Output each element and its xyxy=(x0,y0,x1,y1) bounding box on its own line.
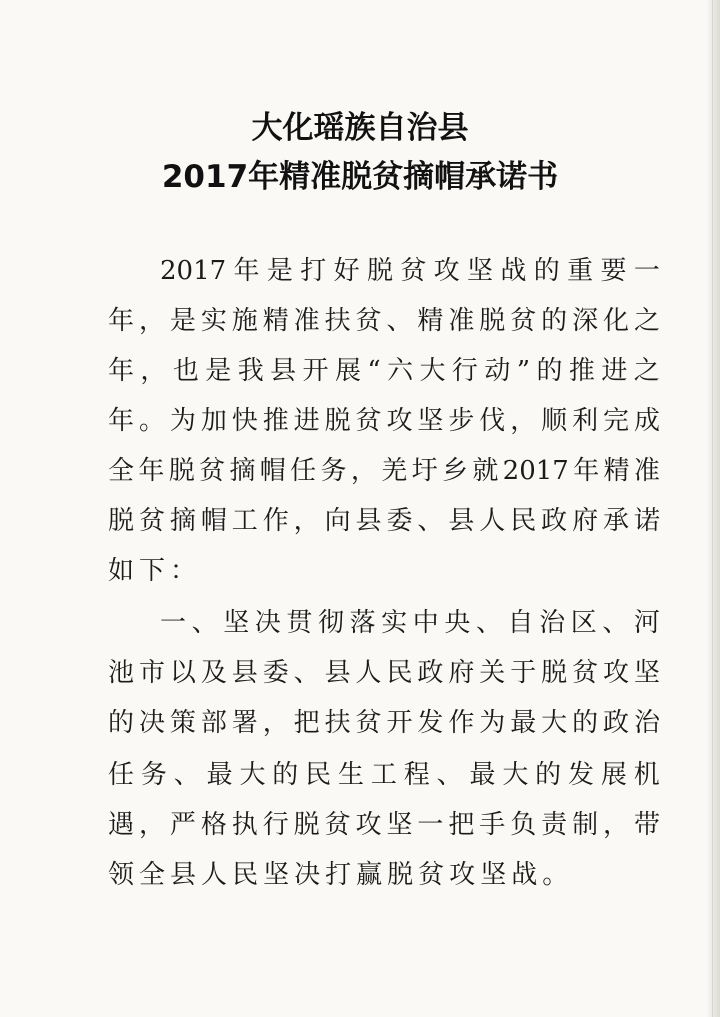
glyph: 河 xyxy=(633,608,660,638)
glyph: 坚 xyxy=(386,810,413,840)
glyph: 快 xyxy=(231,406,258,436)
glyph: 的 xyxy=(541,306,568,336)
glyph: ， xyxy=(603,810,630,840)
glyph: 的 xyxy=(536,356,563,386)
glyph: ， xyxy=(350,456,377,486)
glyph: 委 xyxy=(262,658,289,688)
body-line-3 xyxy=(108,349,660,393)
glyph: 年 xyxy=(108,406,135,436)
glyph: 攻 xyxy=(386,406,413,436)
glyph: 务 xyxy=(320,456,347,486)
glyph: 发 xyxy=(568,760,595,790)
glyph: 贫 xyxy=(572,658,599,688)
glyph: 伐 xyxy=(479,406,506,436)
glyph: 坚 xyxy=(417,406,444,436)
glyph: 作 xyxy=(448,708,475,738)
glyph: 治 xyxy=(539,608,566,638)
glyph: 策 xyxy=(169,708,196,738)
glyph: 战 xyxy=(511,860,543,890)
glyph: 利 xyxy=(572,406,599,436)
glyph: 县 xyxy=(448,506,475,536)
glyph: 为 xyxy=(479,708,506,738)
glyph: 区 xyxy=(570,608,597,638)
glyph: 以 xyxy=(169,658,196,688)
glyph: 好 xyxy=(333,256,360,286)
glyph: 最 xyxy=(469,760,496,790)
glyph: 开 xyxy=(302,356,329,386)
glyph: 民 xyxy=(232,860,264,890)
glyph: 大 xyxy=(239,760,266,790)
glyph: 的 xyxy=(535,760,562,790)
glyph: 年 xyxy=(108,306,135,336)
glyph: 的 xyxy=(108,708,135,738)
glyph: 帽 xyxy=(259,456,286,486)
glyph: 进 xyxy=(601,356,628,386)
glyph: 决 xyxy=(294,860,326,890)
glyph: 工 xyxy=(370,760,397,790)
glyph: 年 xyxy=(573,456,600,486)
glyph: 开 xyxy=(386,708,413,738)
glyph: 实 xyxy=(200,306,227,336)
glyph: 是 xyxy=(266,256,293,286)
glyph: 部 xyxy=(200,708,227,738)
glyph: 县 xyxy=(324,658,351,688)
glyph: 步 xyxy=(448,406,475,436)
glyph: 大 xyxy=(419,356,446,386)
glyph: 加 xyxy=(200,406,227,436)
glyph: 实 xyxy=(381,608,408,638)
glyph: 战 xyxy=(500,256,527,286)
glyph: 县 xyxy=(355,506,382,536)
glyph: 完 xyxy=(603,406,630,436)
glyph: 坚 xyxy=(223,608,250,638)
glyph: 一 xyxy=(160,608,187,638)
glyph: 攻 xyxy=(355,810,382,840)
glyph: 为 xyxy=(169,406,196,436)
glyph: ， xyxy=(262,708,289,738)
glyph: 重 xyxy=(567,256,594,286)
glyph: 行 xyxy=(262,810,289,840)
glyph: 制 xyxy=(572,810,599,840)
glyph: 自 xyxy=(507,608,534,638)
glyph: ， xyxy=(138,810,165,840)
glyph: 脱 xyxy=(168,456,195,486)
glyph: 政 xyxy=(541,506,568,536)
body-line-6 xyxy=(108,499,660,543)
glyph: 打 xyxy=(325,860,357,890)
glyph: 之 xyxy=(633,356,660,386)
glyph: 一 xyxy=(417,810,444,840)
glyph: 严 xyxy=(169,810,196,840)
glyph: 遇 xyxy=(108,810,135,840)
glyph: 发 xyxy=(417,708,444,738)
body-line-7 xyxy=(108,549,660,593)
glyph: 2017 xyxy=(502,456,569,486)
glyph: 任 xyxy=(108,760,135,790)
glyph: 贫 xyxy=(199,456,226,486)
glyph: 央 xyxy=(444,608,471,638)
glyph: 扶 xyxy=(324,708,351,738)
body-line-5 xyxy=(108,449,660,493)
glyph: 大 xyxy=(541,708,568,738)
glyph: ” xyxy=(516,356,531,386)
glyph: 要 xyxy=(600,256,627,286)
glyph: 成 xyxy=(633,406,660,436)
glyph: 一 xyxy=(633,256,660,286)
glyph: 决 xyxy=(138,708,165,738)
glyph: 攻 xyxy=(603,658,630,688)
glyph: 执 xyxy=(231,810,258,840)
glyph: 最 xyxy=(510,708,537,738)
glyph: 下 xyxy=(139,556,171,586)
glyph: 最 xyxy=(206,760,233,790)
glyph: 如 xyxy=(108,556,140,586)
glyph: 脱 xyxy=(108,506,135,536)
glyph: 行 xyxy=(451,356,478,386)
glyph: 脱 xyxy=(366,256,393,286)
glyph: 县 xyxy=(231,658,258,688)
glyph: 精 xyxy=(603,456,630,486)
glyph: 格 xyxy=(200,810,227,840)
glyph: 年 xyxy=(108,356,135,386)
glyph: 池 xyxy=(108,658,135,688)
document-title-line-1: 大化瑶族自治县 xyxy=(251,110,469,146)
glyph: 彻 xyxy=(317,608,344,638)
glyph: 贫 xyxy=(400,256,427,286)
glyph: 、 xyxy=(436,760,463,790)
glyph: 准 xyxy=(293,306,320,336)
page-edge-shadow xyxy=(706,0,720,1017)
glyph: 委 xyxy=(386,506,413,536)
glyph: 推 xyxy=(262,406,289,436)
glyph: 准 xyxy=(633,456,660,486)
glyph: 。 xyxy=(542,860,574,890)
glyph: 、 xyxy=(386,306,413,336)
glyph: 贫 xyxy=(355,306,382,336)
glyph: 人 xyxy=(479,506,506,536)
glyph: 工 xyxy=(231,506,258,536)
body-line-8 xyxy=(160,601,660,645)
glyph: 政 xyxy=(603,708,630,738)
glyph: 中 xyxy=(412,608,439,638)
glyph: 人 xyxy=(355,658,382,688)
glyph: ， xyxy=(140,356,167,386)
glyph: 施 xyxy=(231,306,258,336)
glyph: 化 xyxy=(603,306,630,336)
glyph: 贯 xyxy=(286,608,313,638)
glyph: 进 xyxy=(293,406,320,436)
glyph: ， xyxy=(293,506,320,536)
glyph: 帽 xyxy=(200,506,227,536)
glyph: 展 xyxy=(600,760,627,790)
glyph: 乡 xyxy=(441,456,468,486)
glyph: ： xyxy=(170,556,202,586)
glyph: 圩 xyxy=(411,456,438,486)
glyph: 手 xyxy=(479,810,506,840)
glyph: 务 xyxy=(140,760,167,790)
glyph: 贫 xyxy=(355,406,382,436)
glyph: 、 xyxy=(602,608,629,638)
glyph: 人 xyxy=(201,860,233,890)
glyph: 动 xyxy=(484,356,511,386)
glyph: 我 xyxy=(237,356,264,386)
glyph: 脱 xyxy=(324,406,351,436)
glyph: ， xyxy=(510,406,537,436)
glyph: 羌 xyxy=(381,456,408,486)
glyph: 民 xyxy=(510,506,537,536)
glyph: 脱 xyxy=(387,860,419,890)
glyph: 精 xyxy=(417,306,444,336)
glyph: ， xyxy=(138,306,165,336)
glyph: 县 xyxy=(170,860,202,890)
body-line-13 xyxy=(108,853,660,897)
glyph: 贫 xyxy=(138,506,165,536)
glyph: 贫 xyxy=(355,708,382,738)
glyph: 、 xyxy=(475,608,502,638)
glyph: 府 xyxy=(572,506,599,536)
glyph: 把 xyxy=(448,810,475,840)
glyph: 政 xyxy=(417,658,444,688)
glyph: 的 xyxy=(572,708,599,738)
glyph: 于 xyxy=(510,658,537,688)
glyph: 的 xyxy=(272,760,299,790)
glyph: 及 xyxy=(200,658,227,688)
glyph: 攻 xyxy=(449,860,481,890)
document-title-line-2: 2017年精准脱贫摘帽承诺书 xyxy=(161,159,559,195)
glyph: 六 xyxy=(387,356,414,386)
glyph: 署 xyxy=(231,708,258,738)
body-line-9 xyxy=(108,651,660,695)
glyph: 落 xyxy=(349,608,376,638)
glyph: 摘 xyxy=(229,456,256,486)
glyph: 县 xyxy=(270,356,297,386)
glyph: 民 xyxy=(305,760,332,790)
glyph: 就 xyxy=(472,456,499,486)
glyph: 准 xyxy=(448,306,475,336)
glyph: 、 xyxy=(417,506,444,536)
glyph: 坚 xyxy=(633,658,660,688)
glyph: 之 xyxy=(633,306,660,336)
glyph: 赢 xyxy=(356,860,388,890)
glyph: 。 xyxy=(138,406,165,436)
glyph: 深 xyxy=(572,306,599,336)
glyph: 机 xyxy=(633,760,660,790)
glyph: 、 xyxy=(293,658,320,688)
glyph: 贫 xyxy=(418,860,450,890)
glyph: 贫 xyxy=(510,306,537,336)
glyph: 治 xyxy=(633,708,660,738)
glyph: 作 xyxy=(262,506,289,536)
glyph: 坚 xyxy=(263,860,295,890)
glyph: 脱 xyxy=(541,658,568,688)
glyph: 任 xyxy=(290,456,317,486)
glyph: 摘 xyxy=(169,506,196,536)
page-edge-line xyxy=(712,0,713,1017)
glyph: 年 xyxy=(138,456,165,486)
glyph: 扶 xyxy=(324,306,351,336)
body-line-1 xyxy=(160,249,660,293)
glyph: 把 xyxy=(293,708,320,738)
glyph: 是 xyxy=(205,356,232,386)
glyph: 责 xyxy=(541,810,568,840)
glyph: 全 xyxy=(108,456,135,486)
glyph: 坚 xyxy=(467,256,494,286)
glyph: 带 xyxy=(633,810,660,840)
body-line-12 xyxy=(108,803,660,847)
glyph: 、 xyxy=(191,608,218,638)
glyph: 2017 xyxy=(160,256,227,286)
glyph: 年 xyxy=(233,256,260,286)
glyph: 诺 xyxy=(633,506,660,536)
glyph: 向 xyxy=(324,506,351,536)
glyph: 民 xyxy=(386,658,413,688)
glyph: 全 xyxy=(139,860,171,890)
glyph: 的 xyxy=(533,256,560,286)
glyph: 贫 xyxy=(324,810,351,840)
glyph: 精 xyxy=(262,306,289,336)
body-line-4 xyxy=(108,399,660,443)
glyph: 决 xyxy=(254,608,281,638)
glyph: 推 xyxy=(568,356,595,386)
glyph: 市 xyxy=(138,658,165,688)
glyph: 打 xyxy=(300,256,327,286)
glyph: 府 xyxy=(448,658,475,688)
glyph: “ xyxy=(367,356,381,386)
glyph: 、 xyxy=(173,760,200,790)
body-line-11 xyxy=(108,753,660,797)
glyph: 承 xyxy=(603,506,630,536)
glyph: 展 xyxy=(334,356,361,386)
glyph: 攻 xyxy=(433,256,460,286)
glyph: 脱 xyxy=(293,810,320,840)
glyph: 大 xyxy=(502,760,529,790)
body-line-10 xyxy=(108,701,660,745)
glyph: 脱 xyxy=(479,306,506,336)
glyph: 领 xyxy=(108,860,140,890)
body-line-2 xyxy=(108,299,660,343)
glyph: 是 xyxy=(169,306,196,336)
glyph: 关 xyxy=(479,658,506,688)
glyph: 也 xyxy=(172,356,199,386)
glyph: 程 xyxy=(403,760,430,790)
glyph: 生 xyxy=(338,760,365,790)
glyph: 负 xyxy=(510,810,537,840)
glyph: 顺 xyxy=(541,406,568,436)
glyph: 坚 xyxy=(480,860,512,890)
